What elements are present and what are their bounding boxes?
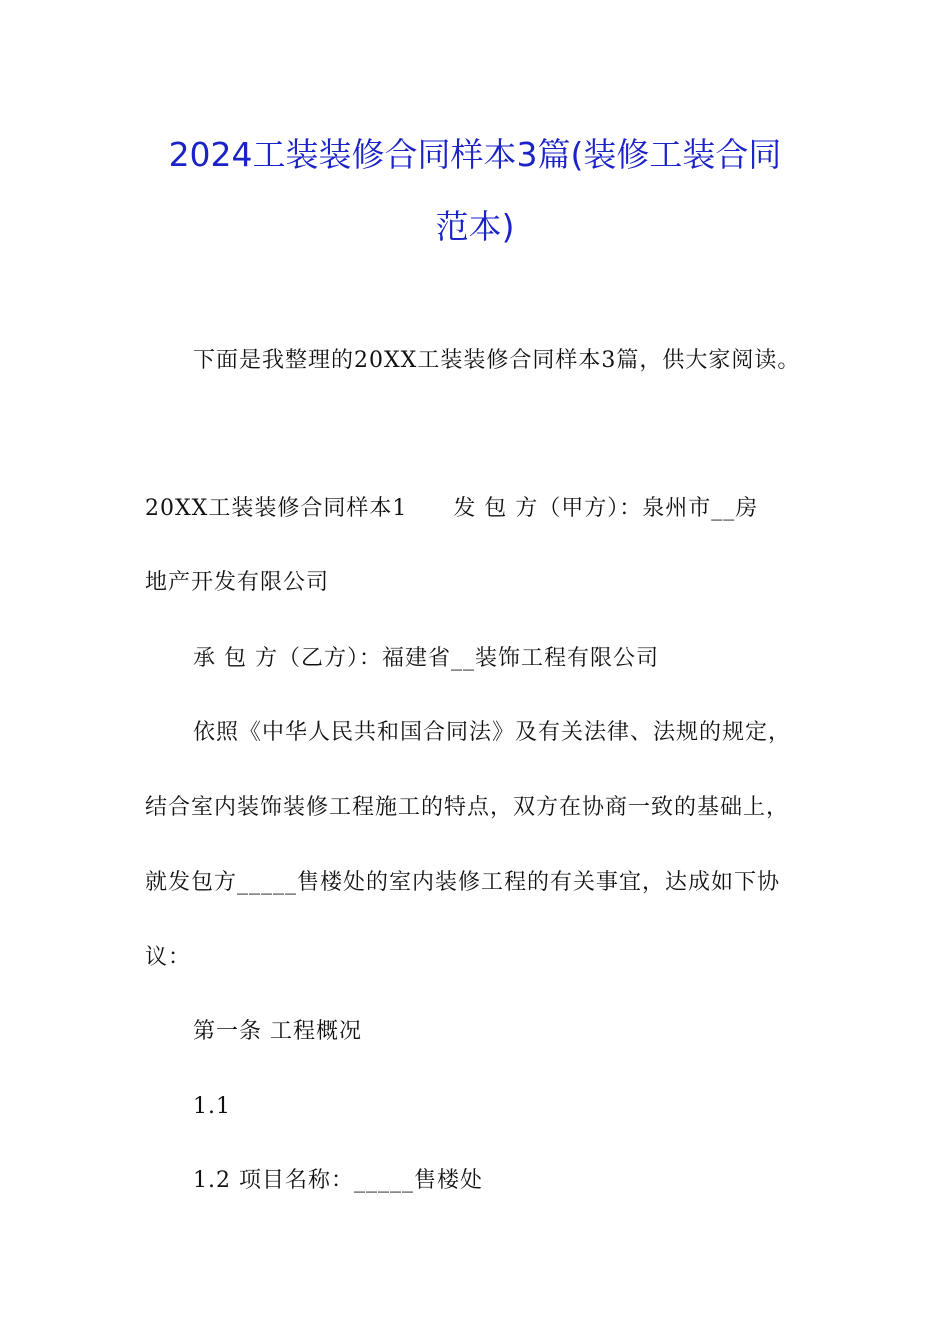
agreement-paragraph-line-3: 就发包方_____售楼处的室内装修工程的有关事宜，达成如下协 [145,870,781,895]
sample-heading-line-1: 20XX工装装修合同样本1 发 包 方（甲方）：泉州市__房 [145,496,759,521]
article-1-heading: 第一条 工程概况 [193,1019,362,1044]
agreement-paragraph-line-1: 依照《中华人民共和国合同法》及有关法律、法规的规定， [193,720,792,745]
document-title-line-2: 范本) [435,207,515,246]
sample-heading-line-2: 地产开发有限公司 [145,570,330,595]
agreement-paragraph-line-2: 结合室内装饰装修工程施工的特点，双方在协商一致的基础上， [145,795,790,820]
contractor-line: 承 包 方（乙方）：福建省__装饰工程有限公司 [193,646,659,671]
intro-paragraph: 下面是我整理的20XX工装装修合同样本3篇，供大家阅读。 [193,348,801,373]
clause-1-1: 1.1 [193,1094,231,1119]
document-title-line-1: 2024工装装修合同样本3篇(装修工装合同 [168,135,782,174]
agreement-paragraph-line-4: 议： [145,945,192,970]
clause-1-2: 1.2 项目名称：_____售楼处 [193,1168,483,1193]
